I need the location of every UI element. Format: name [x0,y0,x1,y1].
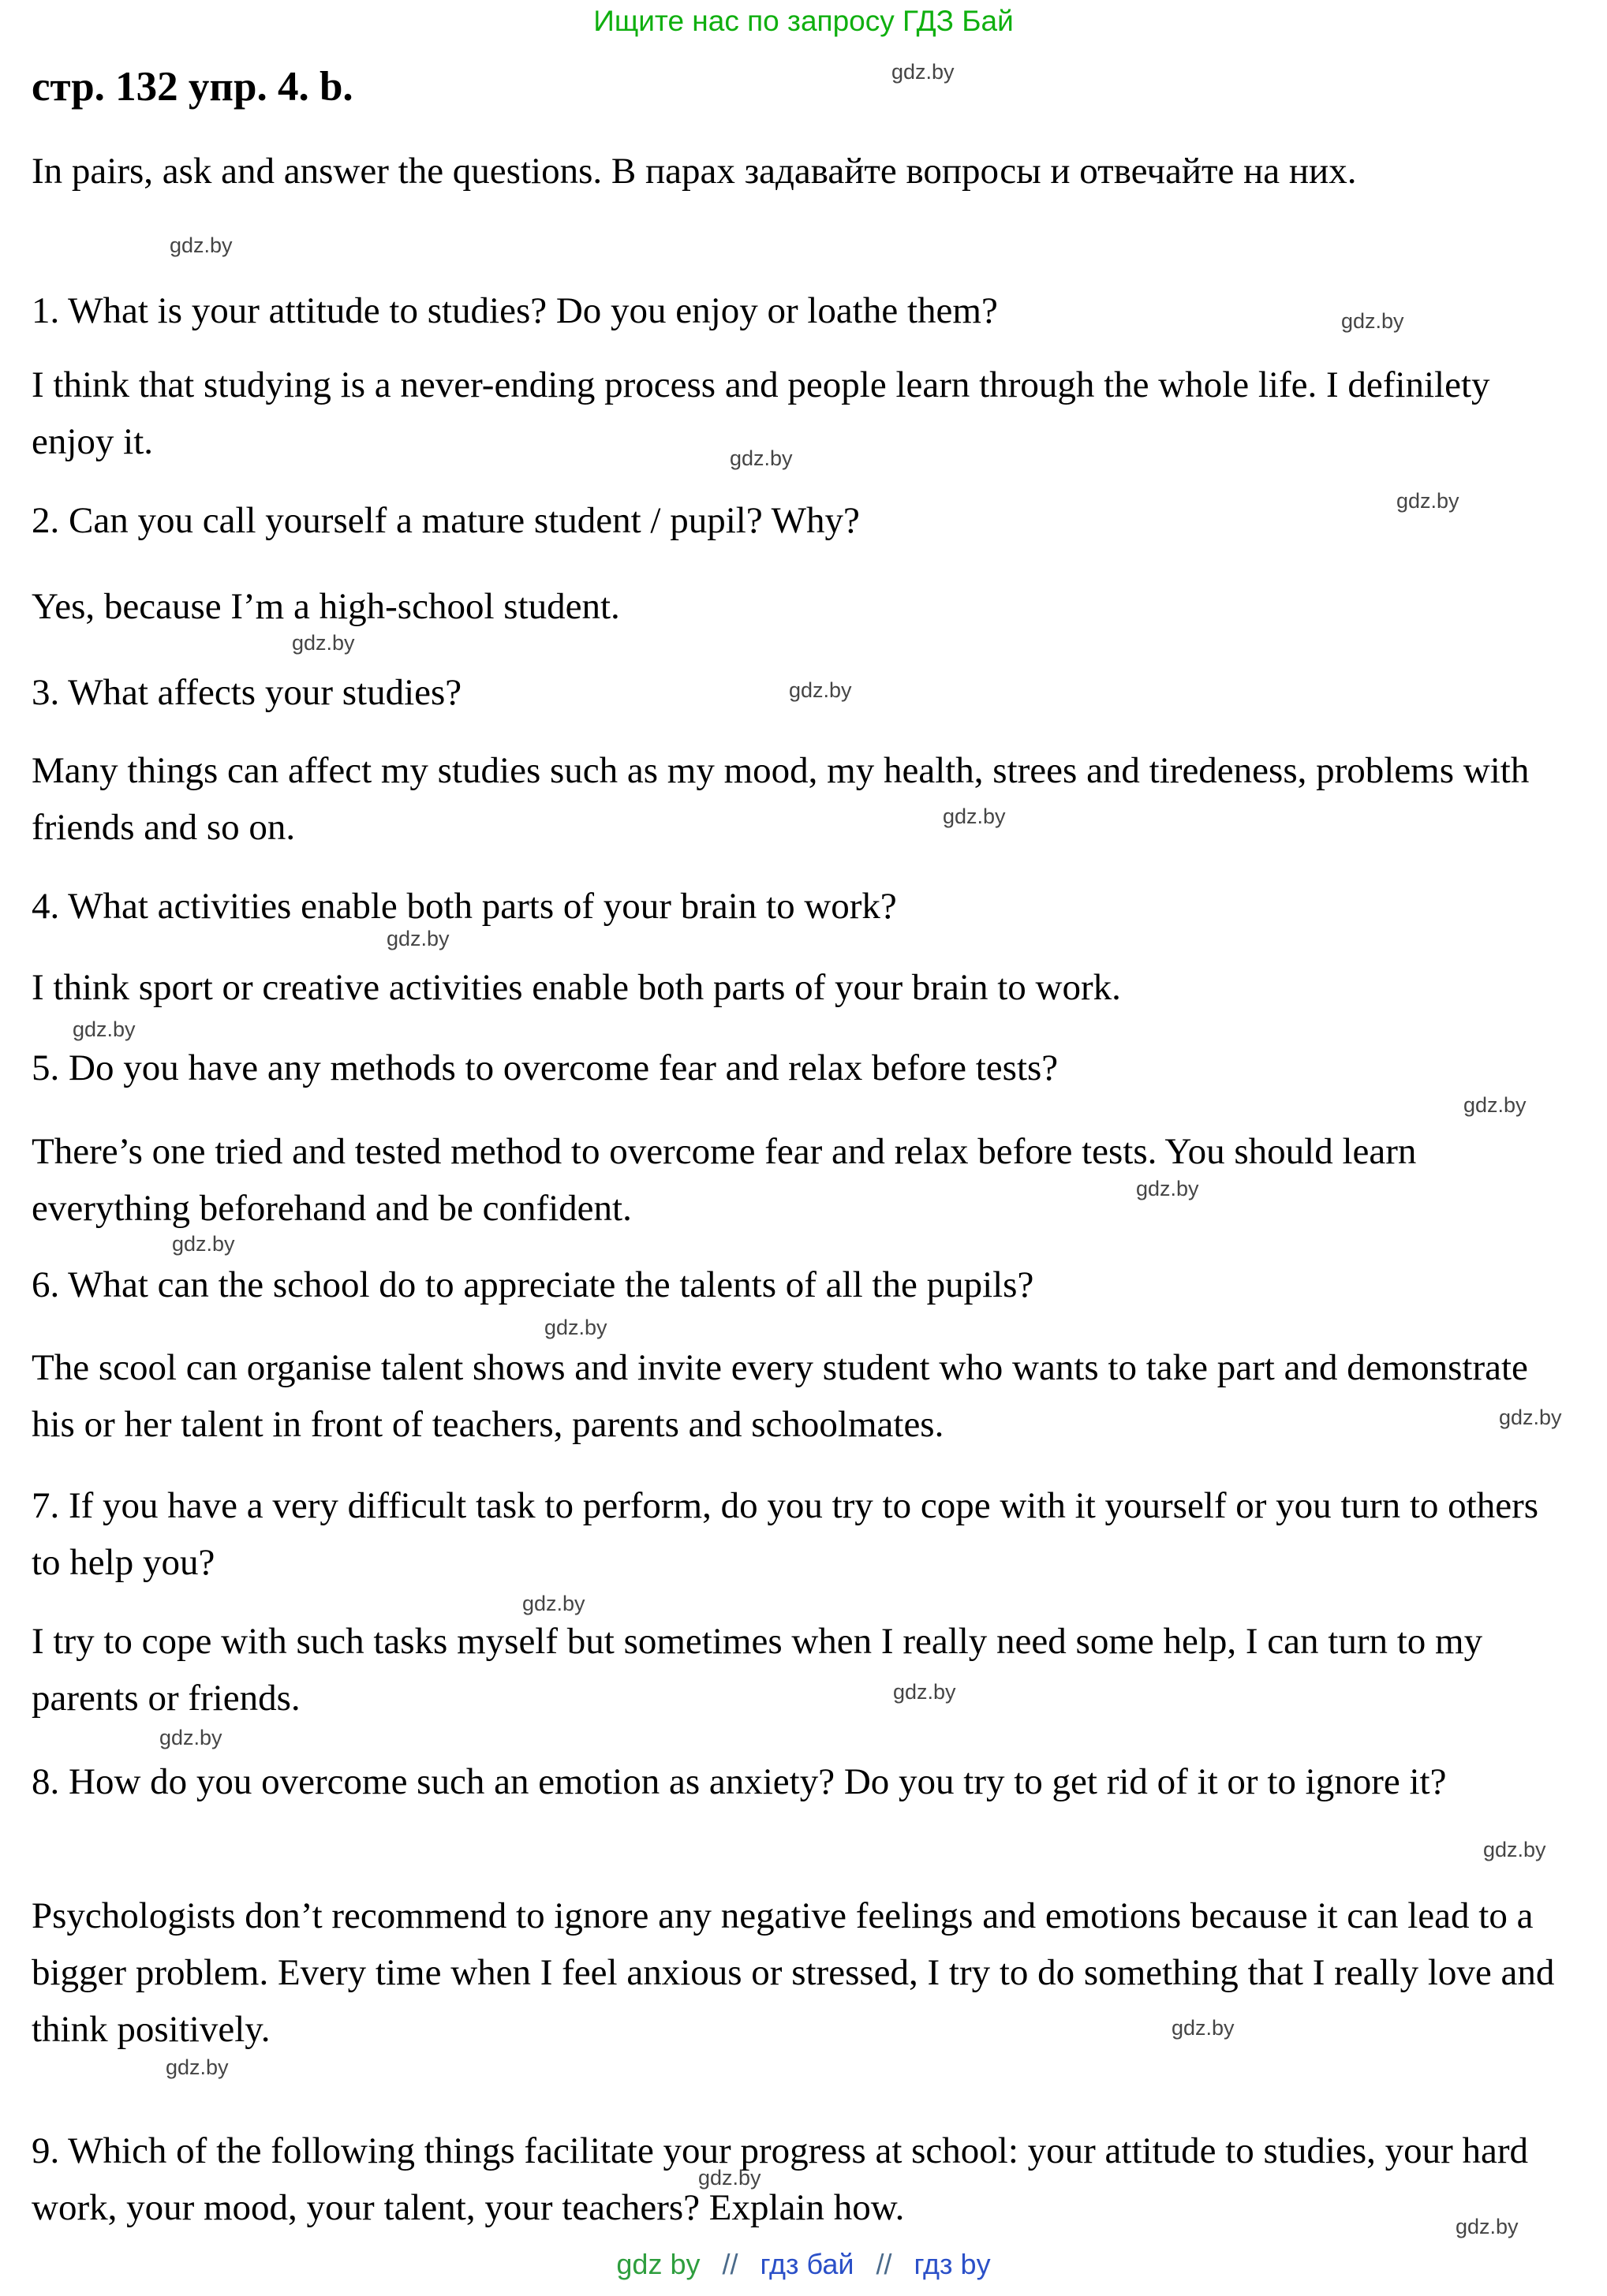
gdzby-watermark: gdz.by [1136,1177,1199,1200]
gdzby-watermark: gdz.by [73,1017,136,1041]
answer-7: I try to cope with such tasks myself but sometimes when I really need some help, I can turn to my parents or friends. [32,1621,1483,1719]
footer-links [0,2248,1607,2281]
gdzby-watermark: gdz.by [1483,1838,1546,1861]
gdzby-watermark: gdz.by [1341,309,1404,333]
gdzby-watermark: gdz.by [891,60,955,84]
question-5: 5. Do you have any methods to overcome fear and relax before tests? [32,1047,1059,1088]
answer-6: The scool can organise talent shows and invite every student who wants to take part and demonstrate his or her talent in front of teachers, parents and schoolmates. [32,1347,1528,1445]
answer-8: Psychologists don’t recommend to ignore any negative feelings and emotions because it can lead to a bigger problem. Every time when I feel anxious or stressed, I try to do something that I really love and think positively. [32,1895,1555,2050]
question-6: 6. What can the school do to appreciate the talents of all the pupils? [32,1264,1034,1305]
gdzby-watermark: gdz.by [943,805,1006,828]
question-2: 2. Can you call yourself a mature student / pupil? Why? [32,500,860,541]
gdzby-watermark: gdz.by [1396,489,1459,513]
footer-separator: // [876,2248,892,2280]
gdzby-watermark: gdz.by [730,446,793,470]
answer-4: I think sport or creative activities enable both parts of your brain to work. [32,967,1121,1008]
gdzby-watermark: gdz.by [172,1232,235,1256]
question-1: 1. What is your attitude to studies? Do you enjoy or loathe them? [32,290,998,331]
gdzby-watermark: gdz.by [1463,1093,1527,1117]
answer-1: I think that studying is a never-ending process and people learn through the whole life. I definilety enjoy it. [32,364,1490,462]
answer-3: Many things can affect my studies such as my mood, my health, strees and tiredeness, problems with friends and so on. [32,750,1530,848]
answer-5: There’s one tried and tested method to overcome fear and relax before tests. You should learn everything beforehand and be confident. [32,1131,1417,1229]
gdzby-watermark: gdz.by [159,1726,222,1749]
gdzby-watermark: gdz.by [789,678,852,702]
question-8: 8. How do you overcome such an emotion as anxiety? Do you try to get rid of it or to ignore it? [32,1761,1447,1802]
gdzby-watermark: gdz.by [893,1680,956,1704]
question-7: 7. If you have a very difficult task to perform, do you try to cope with it yourself or you turn to others to help you? [32,1485,1539,1583]
question-4: 4. What activities enable both parts of your brain to work? [32,886,897,927]
gdzby-watermark: gdz.by [292,631,355,655]
gdzby-watermark: gdz.by [544,1316,607,1339]
question-3: 3. What affects your studies? [32,672,462,713]
gdzby-watermark: gdz.by [166,2055,229,2079]
gdzby-watermark: gdz.by [522,1592,585,1615]
footer-link-gdz-by-lat[interactable]: gdz by [616,2248,701,2280]
gdzby-watermark: gdz.by [387,927,450,950]
gdzby-watermark: gdz.by [1456,2215,1519,2238]
question-9: 9. Which of the following things facilitate your progress at school: your attitude to studies, your hard work, your mood, your talent, your teachers? Explain how. [32,2130,1529,2228]
gdzby-watermark: gdz.by [1499,1406,1562,1429]
intro-text: In pairs, ask and answer the questions. В парах задавайте вопросы и отвечайте на них. [32,151,1357,192]
gdzby-watermark: gdz.by [698,2166,761,2190]
gdzby-watermark: gdz.by [170,233,233,257]
footer-link-gdz-by-mix[interactable]: гдз by [914,2248,991,2280]
gdzby-watermark: gdz.by [1172,2016,1235,2040]
exercise-title: стр. 132 упр. 4. b. [32,64,353,110]
answer-2: Yes, because I’m a high-school student. [32,586,620,627]
footer-separator: // [722,2248,738,2280]
footer-link-gdz-bai[interactable]: гдз бай [760,2248,854,2280]
promo-banner: Ищите нас по запросу ГДЗ Бай [593,5,1014,37]
